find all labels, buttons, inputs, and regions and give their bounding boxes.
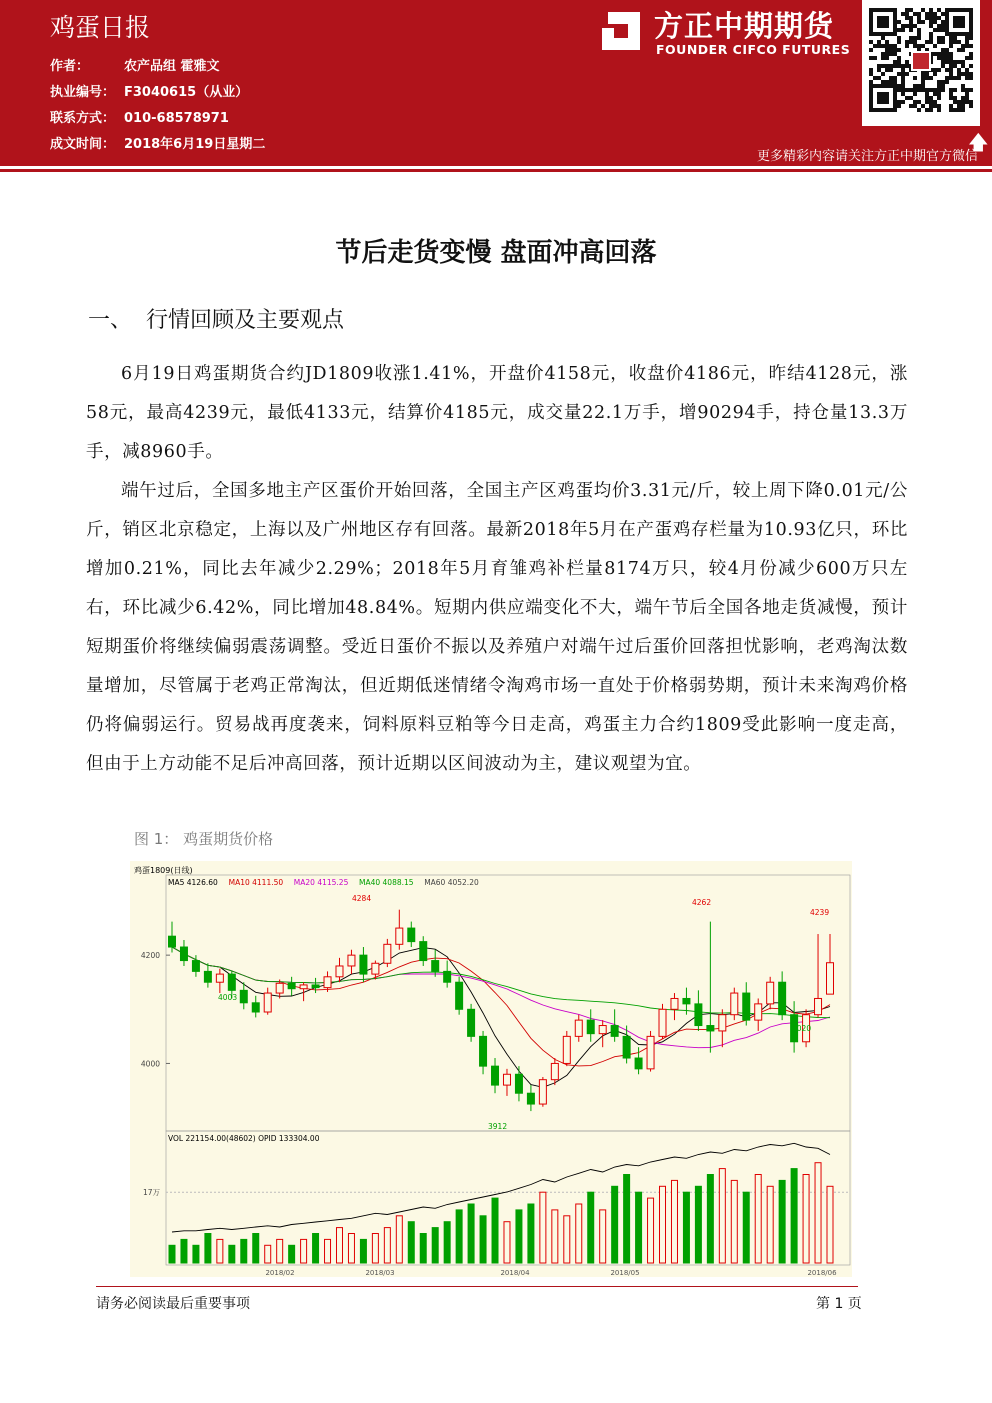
candle-body — [372, 963, 379, 974]
volume-bar — [588, 1192, 594, 1263]
volume-bar — [791, 1169, 797, 1263]
candle-body — [575, 1020, 582, 1036]
candle-body — [444, 971, 451, 982]
x-label-2: 2018/04 — [500, 1269, 530, 1277]
volume-bar — [456, 1210, 462, 1263]
volume-bar — [277, 1239, 283, 1263]
candle-body — [755, 1004, 762, 1020]
label-high: 4284 — [352, 894, 372, 903]
x-label-0: 2018/02 — [265, 1269, 295, 1277]
volume-bar — [336, 1228, 342, 1263]
volume-bar — [468, 1204, 474, 1263]
volume-bar — [313, 1234, 319, 1264]
candle-body — [539, 1080, 546, 1104]
candle-body — [492, 1066, 499, 1085]
meta-license: 执业编号： F3040615（从业） — [50, 85, 249, 100]
volume-bar — [372, 1234, 378, 1264]
legend-2: MA20 4115.25 — [293, 878, 349, 887]
volume-bar — [707, 1175, 713, 1264]
candle-body — [169, 936, 176, 947]
ma5-line — [172, 947, 830, 1087]
candle-body — [659, 1009, 666, 1036]
follow-wechat-text: 更多精彩内容请关注方正中期官方微信 — [756, 149, 978, 164]
chart-title: 鸡蛋1809(日线) — [134, 866, 193, 875]
volume-bar — [384, 1228, 390, 1263]
volume-bar — [265, 1245, 271, 1263]
candle-body — [707, 1026, 714, 1031]
paragraph-analysis: 端午过后，全国多地主产区蛋价开始回落，全国主产区鸡蛋均价3.31元/斤，较上周下降0.01元/公斤，销区北京稳定，上海以及广州地区存有回落。最新2018年5月在产蛋鸡存栏量为10.93亿只，环比增加0.21%，同比去年减少2.29%；2018年5月育雏鸡补栏量8174万只，较4月份减少600万只左右，环比减少6.42%，同比增加48.84%。短期内供应端变化不大，端午节后全国各地走货减慢，预计短期蛋价将继续偏弱震荡调整。受近日蛋价不振以及养殖户对端午过后蛋价回落担忧影响，老鸡淘汰数量增加，尽管属于老鸡正常淘汰，但近期低迷情绪令淘鸡市场一直处于价格弱势期，预计未来淘鸡价格仍将偏弱运行。贸易战再度袭来，饲料原料豆粕等今日走高，鸡蛋主力合约1809受此影响一度走高，但由于上方动能不足后冲高回落，预计近期以区间波动为主，建议观望为宜。 — [86, 481, 908, 774]
label-bottom: 3912 — [488, 1122, 508, 1131]
candle-body — [204, 971, 211, 982]
candle-body — [480, 1036, 487, 1066]
candle-body — [240, 990, 247, 1002]
candle-body — [611, 1026, 618, 1037]
volume-bar — [396, 1216, 402, 1263]
volume-bar — [193, 1245, 199, 1263]
candle-body — [515, 1074, 522, 1093]
footer-divider — [96, 1286, 858, 1287]
volume-bar — [540, 1192, 546, 1263]
meta-contact: 联系方式： 010-68578971 — [50, 111, 229, 126]
volume-bar — [528, 1204, 534, 1263]
candle-body — [731, 993, 738, 1015]
volume-bar — [827, 1186, 833, 1263]
section-heading: 一、 行情回顾及主要观点 — [88, 308, 345, 333]
candle-body — [264, 993, 271, 1012]
volume-bar — [719, 1169, 725, 1263]
volume-bar — [576, 1204, 582, 1263]
volume-bar — [731, 1180, 737, 1263]
candle-body — [456, 982, 463, 1009]
report-name: 鸡蛋日报 — [50, 13, 151, 42]
volume-bar — [253, 1234, 259, 1264]
volume-bar — [480, 1216, 486, 1263]
volume-bar — [325, 1239, 331, 1263]
candle-body — [396, 928, 403, 944]
candle-body — [336, 966, 343, 977]
volume-bar — [516, 1210, 522, 1263]
candle-body — [360, 955, 367, 974]
candle-body — [228, 974, 235, 990]
volume-bar — [552, 1210, 558, 1263]
candle-body — [180, 947, 187, 961]
volume-bar — [205, 1234, 211, 1264]
candle-body — [420, 942, 427, 961]
volume-bar — [660, 1186, 666, 1263]
volume-bar — [420, 1234, 426, 1264]
candle-body — [647, 1036, 654, 1068]
candle-body — [587, 1020, 594, 1034]
label-low-b: 4020 — [792, 1024, 812, 1033]
report-title: 节后走货变慢 盘面冲高回落 — [335, 238, 657, 268]
volume-bar — [695, 1186, 701, 1263]
volume-bar — [755, 1175, 761, 1264]
volume-bar — [564, 1216, 570, 1263]
candle-body — [300, 985, 307, 989]
candle-body — [527, 1093, 534, 1104]
arrow-up-icon: 🡅 — [968, 130, 989, 154]
volume-bar — [648, 1198, 654, 1263]
egg-futures-chart — [130, 861, 852, 1277]
candle-body — [192, 961, 199, 972]
price-tick-4200: 4200 — [140, 951, 160, 961]
label-low-a: 4003 — [218, 993, 238, 1002]
disclaimer-note: 请务必阅读最后重要事项 — [96, 1296, 250, 1312]
candle-body — [348, 955, 355, 966]
candle-body — [683, 998, 690, 1003]
candle-body — [815, 998, 822, 1014]
volume-bar — [636, 1192, 642, 1263]
volume-legend: VOL 221154.00(48602) OPID 133304.00 — [168, 1134, 320, 1143]
candle-body — [468, 1009, 475, 1036]
candle-body — [216, 974, 223, 982]
candle-body — [276, 983, 283, 993]
report-header — [0, 0, 992, 166]
legend-4: MA60 4052.20 — [424, 878, 479, 887]
candle-body — [635, 1058, 642, 1069]
candle-body — [719, 1015, 726, 1031]
volume-bar — [492, 1198, 498, 1263]
candle-body — [503, 1074, 510, 1085]
candle-body — [384, 944, 391, 963]
candle-body — [827, 963, 834, 994]
volume-bar — [779, 1180, 785, 1263]
candle-body — [695, 1004, 702, 1026]
candle-body — [623, 1036, 630, 1058]
candle-body — [324, 977, 331, 988]
volume-bar — [683, 1192, 689, 1263]
page-number: 第 1 页 — [816, 1296, 862, 1312]
brand-name-en: FOUNDER CIFCO FUTURES — [656, 42, 851, 57]
volume-bar — [360, 1239, 366, 1263]
volume-tick: 17万 — [142, 1188, 160, 1198]
meta-author: 作者： 农产品组 霍雅文 — [50, 59, 220, 74]
volume-bar — [743, 1192, 749, 1263]
volume-bar — [671, 1180, 677, 1263]
figure-caption: 图 1： 鸡蛋期货价格 — [134, 830, 274, 848]
candle-body — [432, 961, 439, 972]
volume-bar — [624, 1175, 630, 1264]
label-last: 4239 — [810, 908, 830, 917]
volume-bar — [803, 1175, 809, 1264]
legend-1: MA10 4111.50 — [228, 878, 284, 887]
volume-bar — [241, 1239, 247, 1263]
legend-0: MA5 4126.60 — [168, 878, 218, 887]
paragraph-market-review: 6月19日鸡蛋期货合约JD1809收涨1.41%，开盘价4158元，收盘价4186元，昨结4128元，涨58元，最高4239元，最低4133元，结算价4185元，成交量22.1万手，增90294手，持仓量13.3万手，减8960手。 — [86, 364, 908, 462]
legend-3: MA40 4088.15 — [359, 878, 414, 887]
meta-date: 成文时间： 2018年6月19日星期二 — [50, 137, 266, 152]
volume-bar — [301, 1239, 307, 1263]
candle-body — [743, 993, 750, 1020]
label-mid-high: 4262 — [692, 898, 712, 907]
volume-bar — [348, 1234, 354, 1264]
volume-bar — [169, 1245, 175, 1263]
x-label-3: 2018/05 — [610, 1269, 640, 1277]
price-tick-4000: 4000 — [140, 1059, 160, 1069]
volume-bar — [432, 1228, 438, 1263]
volume-bar — [815, 1163, 821, 1263]
x-label-4: 2018/06 — [807, 1269, 837, 1277]
volume-bar — [444, 1222, 450, 1263]
candle-body — [779, 982, 786, 1014]
candle-body — [551, 1063, 558, 1079]
volume-bar — [229, 1245, 235, 1263]
volume-bar — [217, 1239, 223, 1263]
volume-bar — [767, 1186, 773, 1263]
founder-logo-icon — [600, 10, 642, 52]
volume-bar — [504, 1222, 510, 1263]
volume-bar — [289, 1245, 295, 1263]
volume-bar — [181, 1239, 187, 1263]
brand-name-cn: 方正中期期货 — [654, 9, 835, 43]
volume-bar — [408, 1222, 414, 1263]
candle-body — [252, 1003, 259, 1012]
candle-body — [767, 982, 774, 1004]
x-label-1: 2018/03 — [365, 1269, 395, 1277]
candle-body — [312, 985, 319, 988]
candle-body — [671, 998, 678, 1009]
candle-body — [288, 983, 295, 988]
volume-bar — [600, 1210, 606, 1263]
volume-bar — [612, 1186, 618, 1263]
candle-body — [408, 928, 415, 942]
wechat-qr-code — [862, 0, 980, 126]
candle-body — [599, 1026, 606, 1034]
candle-body — [563, 1036, 570, 1063]
header-divider — [0, 169, 992, 172]
